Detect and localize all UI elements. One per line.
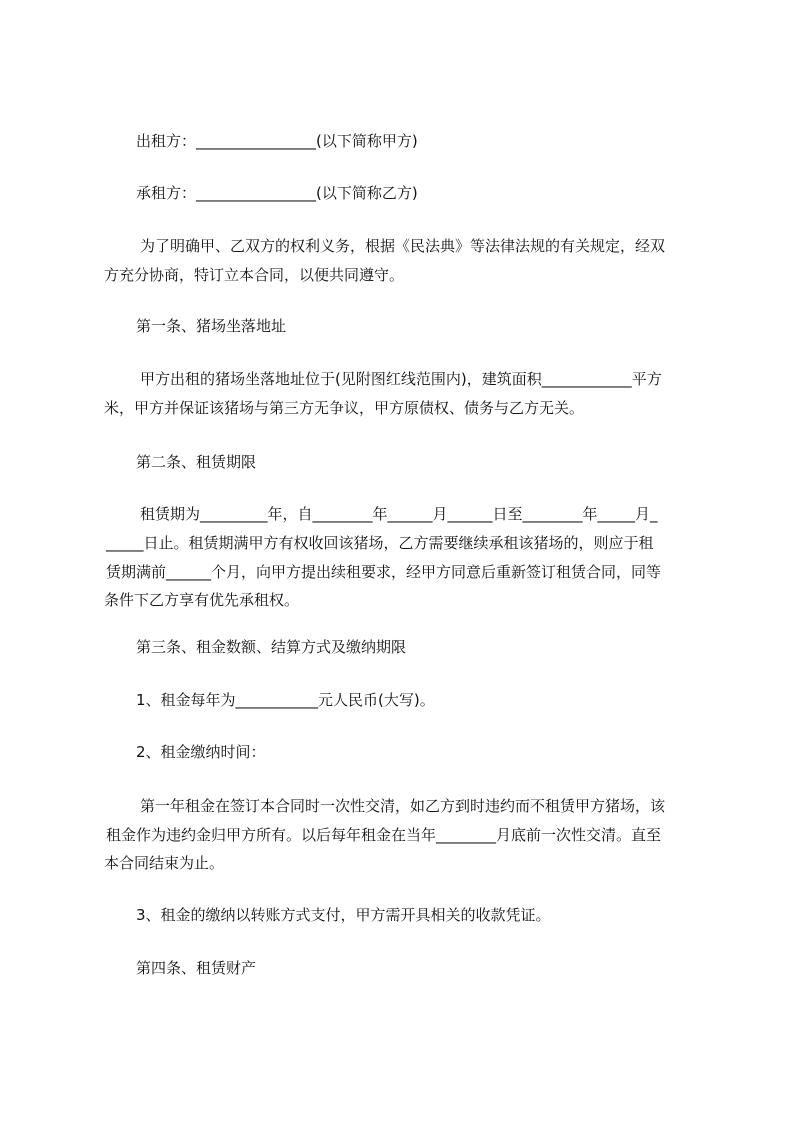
article-2-body-line: 租赁期为_________年，自________年______月______日至________年_____月_ <box>140 505 658 523</box>
article-3-item-2-body-line: 租金作为违约金归甲方所有。以后每年租金在当年________月底前一次性交清。直至 <box>106 826 662 844</box>
article-3-heading: 第三条、租金数额、结算方式及缴纳期限 <box>136 638 407 656</box>
lessor-line: 出租方：________________(以下简称甲方) <box>136 132 418 150</box>
article-2-heading: 第二条、租赁期限 <box>136 453 257 471</box>
article-1-body-line: 甲方出租的猪场坐落地址位于(见附图红线范围内)，建筑面积____________平方 <box>140 370 662 388</box>
article-1-body-line: 米，甲方并保证该猪场与第三方无争议，甲方原债权、债务与乙方无关。 <box>104 399 585 417</box>
article-3-item-3: 3、租金的缴纳以转账方式支付，甲方需开具相关的收款凭证。 <box>136 906 551 924</box>
intro-paragraph-line: 方充分协商，特订立本合同，以便共同遵守。 <box>104 266 405 284</box>
article-3-item-2: 2、租金缴纳时间： <box>136 743 266 761</box>
lessee-line: 承租方：________________(以下简称乙方) <box>136 184 418 202</box>
article-2-body-line: 赁期满前______个月，向甲方提出续租要求，经甲方同意后重新签订租赁合同，同等 <box>106 563 662 581</box>
article-3-item-2-body-line: 第一年租金在签订本合同时一次性交清，如乙方到时违约而不租赁甲方猪场，该 <box>140 797 666 815</box>
article-3-item-1: 1、租金每年为___________元人民币(大写)。 <box>136 691 435 709</box>
article-2-body-line: _____日止。租赁期满甲方有权收回该猪场，乙方需要继续承租该猪场的，则应于租 <box>106 534 654 552</box>
intro-paragraph-line: 为了明确甲、乙双方的权利义务，根据《民法典》等法律法规的有关规定，经双 <box>140 237 666 255</box>
article-3-item-2-body-line: 本合同结束为止。 <box>104 854 225 872</box>
article-1-heading: 第一条、猪场坐落地址 <box>136 317 287 335</box>
article-2-body-line: 条件下乙方享有优先承租权。 <box>104 591 300 609</box>
article-4-heading: 第四条、租赁财产 <box>136 959 257 977</box>
